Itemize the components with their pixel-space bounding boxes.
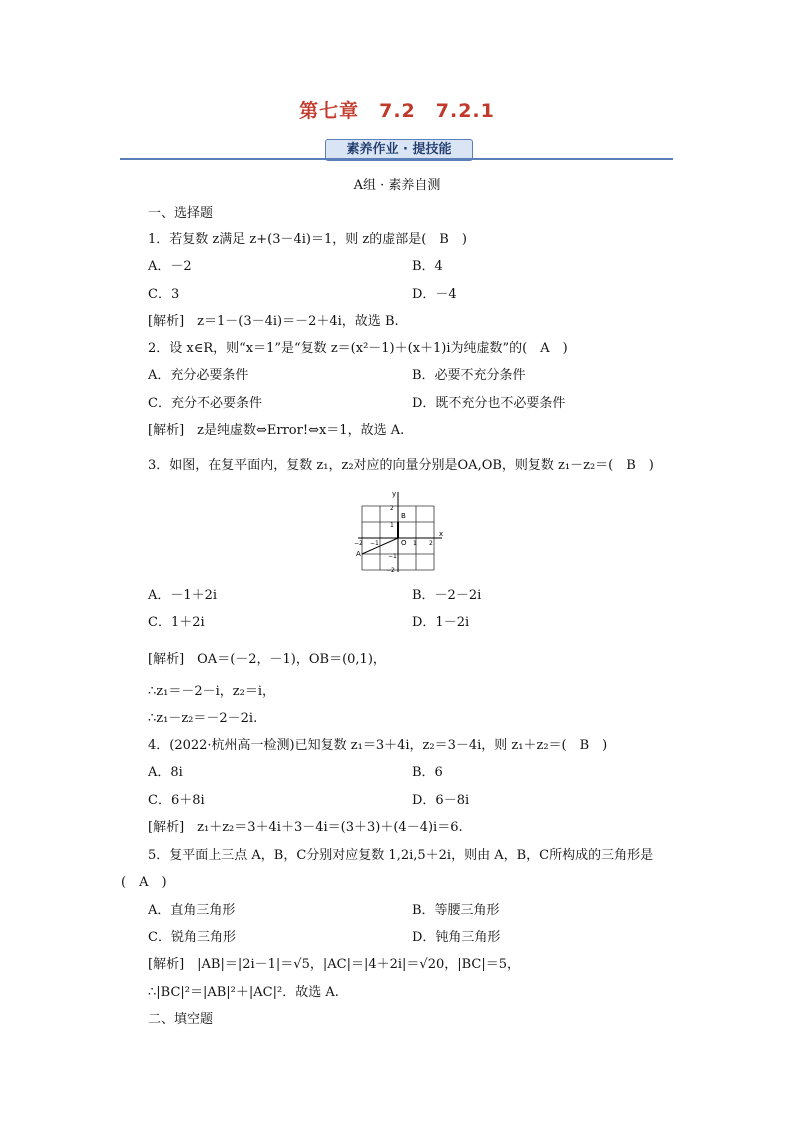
q5-analysis-line-1: [解析] |AB|＝|2i－1|＝√5，|AC|＝|4＋2i|＝√20，|BC|＝5，: [148, 957, 521, 972]
section-badge: 素养作业 · 提技能: [325, 139, 473, 161]
q1-option-d: D．－4: [412, 287, 457, 302]
q4-option-a: A．8i: [148, 765, 183, 780]
q3-option-a: A．－1＋2i: [148, 588, 218, 603]
q2-option-a: A．充分必要条件: [148, 368, 249, 383]
x-tick-neg1: −1: [370, 540, 379, 547]
q3-option-d: D．1－2i: [412, 615, 470, 630]
group-title: A组 · 素养自测: [353, 178, 441, 193]
q3-option-c: C．1＋2i: [148, 615, 205, 630]
question-2-stem: 2．设 x∈R，则“x＝1”是“复数 z＝(x²－1)＋(x＋1)i为纯虚数”的( A ): [148, 341, 568, 356]
q4-analysis: [解析] z₁＋z₂＝3＋4i＋3－4i＝(3＋3)＋(4－4)i＝6.: [148, 820, 463, 835]
q1-option-c: C．3: [148, 287, 180, 302]
point-a-label: A: [356, 550, 361, 558]
q5-option-a: A．直角三角形: [148, 903, 236, 918]
q5-analysis-line-2: ∴|BC|²＝|AB|²＋|AC|²．故选 A.: [148, 985, 339, 1000]
question-5-stem: 5．复平面上三点 A，B，C分别对应复数 1,2i,5＋2i，则由 A，B，C所构成的三角形是: [148, 848, 654, 863]
q3-analysis-line-3: ∴z₁－z₂＝－2－2i.: [148, 711, 258, 726]
complex-plane-figure: [350, 488, 446, 574]
q3-analysis-line-1: [解析] OA＝(－2，－1)，OB＝(0,1)，: [148, 652, 386, 667]
q4-option-d: D．6－8i: [412, 793, 470, 808]
x-axis-label: x: [439, 530, 444, 538]
question-4-stem: 4．(2022·杭州高一检测)已知复数 z₁＝3＋4i，z₂＝3－4i，则 z₁＋z₂＝( B ): [148, 738, 608, 753]
x-tick-1: 1: [413, 540, 417, 547]
q3-option-b: B．－2－2i: [412, 588, 482, 603]
x-tick-neg2: −2: [354, 540, 363, 547]
question-1-stem: 1．若复数 z满足 z+(3－4i)＝1，则 z的虚部是( B ): [148, 232, 467, 247]
y-tick-neg1: −1: [388, 553, 397, 560]
origin-label: O: [401, 539, 407, 547]
q5-option-d: D．钝角三角形: [412, 930, 501, 945]
y-tick-2: 2: [390, 505, 394, 512]
header-rule: [120, 158, 673, 160]
q4-option-b: B．6: [412, 765, 443, 780]
q1-option-b: B．4: [412, 259, 443, 274]
q2-option-b: B．必要不充分条件: [412, 368, 526, 383]
q5-option-c: C．锐角三角形: [148, 930, 236, 945]
y-tick-neg2: −2: [386, 567, 395, 574]
q1-option-a: A．－2: [148, 259, 192, 274]
q5-option-b: B．等腰三角形: [412, 903, 500, 918]
section-heading-choice: 一、选择题: [148, 206, 214, 221]
q2-analysis: [解析] z是纯虚数⇔Error!⇔x＝1，故选 A.: [148, 423, 405, 438]
page-title: 第七章 7.2 7.2.1: [299, 100, 495, 122]
question-5-answer: ( A ): [121, 875, 167, 890]
q2-option-d: D．既不充分也不必要条件: [412, 396, 566, 411]
x-tick-2: 2: [429, 540, 433, 547]
y-tick-1: 1: [390, 522, 394, 529]
question-3-stem: 3．如图，在复平面内，复数 z₁，z₂对应的向量分别是OA,OB，则复数 z₁－z₂＝( B ): [148, 458, 654, 473]
q4-option-c: C．6＋8i: [148, 793, 205, 808]
y-axis-label: y: [392, 490, 397, 498]
q3-analysis-line-2: ∴z₁＝－2－i，z₂＝i，: [148, 684, 275, 699]
q2-option-c: C．充分不必要条件: [148, 396, 262, 411]
point-b-label: B: [401, 512, 406, 520]
section-heading-fill: 二、填空题: [148, 1012, 214, 1027]
q1-analysis: [解析] z＝1－(3－4i)＝－2＋4i，故选 B.: [148, 314, 399, 329]
